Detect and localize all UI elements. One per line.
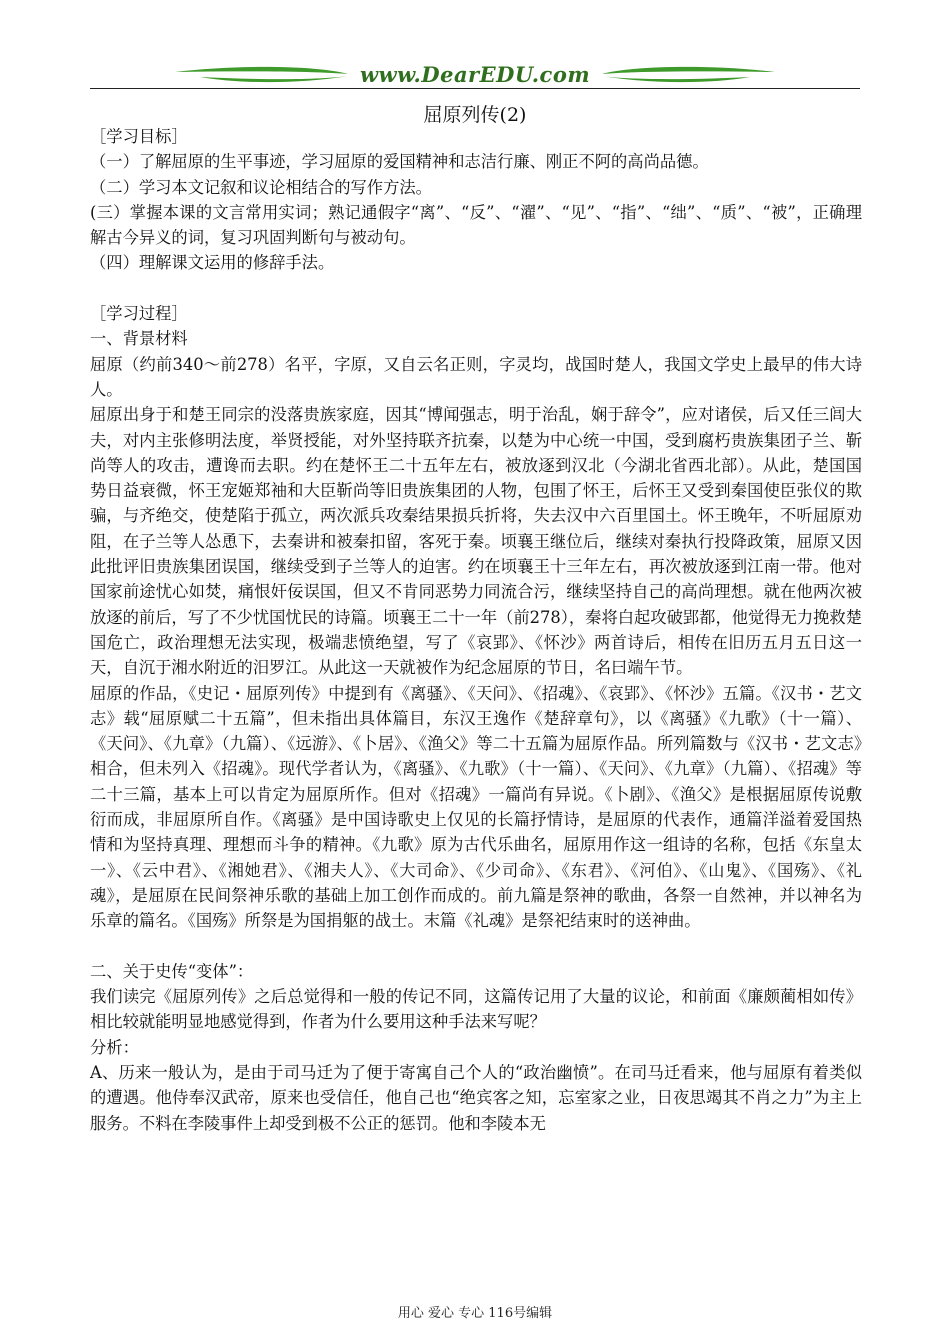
goal-item-4: （四）理解课文运用的修辞手法。 bbox=[90, 253, 335, 273]
goal-item-3: (三）掌握本课的文言常用实词；熟记通假字“离”、“反”、“濯”、“见”、“指”、“绌”、“质”、“被”，正确理解古今异义的词，复习巩固判断句与被动句。 bbox=[90, 202, 862, 248]
blank-line bbox=[90, 276, 862, 301]
page-title: 屈原列传(2) bbox=[423, 104, 527, 126]
blank-line bbox=[90, 934, 862, 959]
page-footer: 用心 爱心 专心 116号编辑 bbox=[397, 1306, 553, 1321]
subheading-variant: 二、关于史传“变体”： bbox=[90, 961, 254, 981]
paragraph-question: 我们读完《屈原列传》之后总觉得和一般的传记不同，这篇传记用了大量的议论，和前面《廉颇蔺相如传》相比较就能明显地感觉得到，作者为什么要用这种手法来写呢？ bbox=[90, 987, 862, 1032]
section-heading-process: ［学习过程］ bbox=[90, 304, 188, 324]
goal-item-2: （二）学习本文记叙和议论相结合的写作方法。 bbox=[90, 177, 432, 197]
section-heading-goals: ［学习目标］ bbox=[90, 127, 188, 146]
paragraph-intro: 屈原（约前340～前278）名平，字原，又自云名正则，字灵均，战国时楚人，我国文学史上最早的伟大诗人。 bbox=[90, 354, 862, 399]
paragraph-analysis-label: 分析： bbox=[90, 1037, 139, 1057]
subheading-background: 一、背景材料 bbox=[90, 329, 188, 349]
document-body bbox=[90, 124, 862, 1136]
site-header bbox=[90, 58, 860, 92]
site-logo: www.DearEDU.com bbox=[359, 62, 591, 87]
header-divider bbox=[90, 88, 860, 89]
goal-item-1: （一）了解屈原的生平事迹，学习屈原的爱国精神和志洁行廉、刚正不阿的高尚品德。 bbox=[90, 152, 709, 172]
paragraph-analysis-a: A、历来一般认为，是由于司马迁为了便于寄寓自己个人的“政治幽愤”。在司马迁看来，他与屈原有着类似的遭遇。他侍奉汉武帝，原来也受信任，他自己也“绝宾客之知，忘室家之业，日夜思竭其不肖之力”为主上服务。不料在李陵事件上却受到极不公正的惩罚。他和李陵本无 bbox=[90, 1062, 862, 1133]
paragraph-biography: 屈原出身于和楚王同宗的没落贵族家庭，因其“博闻强志，明于治乱，娴于辞令”，应对诸侯，后又任三闾大夫，对内主张修明法度，举贤授能，对外坚持联齐抗秦，以楚为中心统一中国，受到腐朽贵族集团子兰、靳尚等人的攻击，遭谗而去职。约在楚怀王二十五年左右，被放逐到汉北（今湖北省西北部）。从此，楚国国势日益衰微，怀王宠姬郑袖和大臣靳尚等旧贵族集团的人物，包围了怀王，后怀王又受到秦国使臣张仪的欺骗，与齐绝交，使楚陷于孤立，两次派兵攻秦结果损兵折将，失去汉中六百里国土。怀王晚年，不听屈原劝阻，在子兰等人怂恿下，去秦讲和被秦扣留，客死于秦。顷襄王继位后，继续对秦执行投降政策，屈原又因此批评旧贵族集团误国，继续受到子兰等人的迫害。约在顷襄王十三年左右，再次被放逐到江南一带。他对国家前途忧心如焚，痛恨奸佞误国，但又不肯同恶势力同流合污，继续坚持自己的高尚理想。就在他两次被放逐的前后，写了不少忧国忧民的诗篇。顷襄王二十一年（前278），秦将白起攻破郢都，他觉得无力挽救楚国危亡，政治理想无法实现，极端悲愤绝望，写了《哀郢》、《怀沙》两首诗后，相传在旧历五月五日这一天，自沉于湘水附近的汨罗江。从此这一天就被作为纪念屈原的节日，名曰端午节。 bbox=[90, 405, 862, 678]
paragraph-works: 屈原的作品，《史记・屈原列传》中提到有《离骚》、《天问》、《招魂》、《哀郢》、《怀沙》五篇。《汉书・艺文志》载“屈原赋二十五篇”，但未指出具体篇目，东汉王逸作《楚辞章句》，以《离骚》《九歌》（十一篇）、《天问》、《九章》（九篇）、《远游》、《卜居》、《渔父》等二十五篇为屈原作品。所列篇数与《汉书・艺文志》相合，但未列入《招魂》。现代学者认为，《离骚》、《九歌》（十一篇）、《天问》、《九章》（九篇）、《招魂》等二十三篇，基本上可以肯定为屈原所作。但对《招魂》一篇尚有异说。《卜剧》、《渔父》是根据屈原传说敷衍而成，非屈原所自作。《离骚》是中国诗歌史上仅见的长篇抒情诗，是屈原的代表作，通篇洋溢着爱国热情和为坚持真理、理想而斗争的精神。《九歌》原为古代乐曲名，屈原用作这一组诗的名称，包括《东皇太一》、《云中君》、《湘她君》、《湘夫人》、《大司命》、《少司命》、《东君》、《河伯》、《山鬼》、《国殇》、《礼魂》，是屈原在民间祭神乐歌的基础上加工创作而成的。前九篇是祭神的歌曲，各祭一自然神，并以神名为乐章的篇名。《国殇》所祭是为国捐躯的战士。末篇《礼魂》是祭祀结束时的送神曲。 bbox=[90, 683, 862, 931]
